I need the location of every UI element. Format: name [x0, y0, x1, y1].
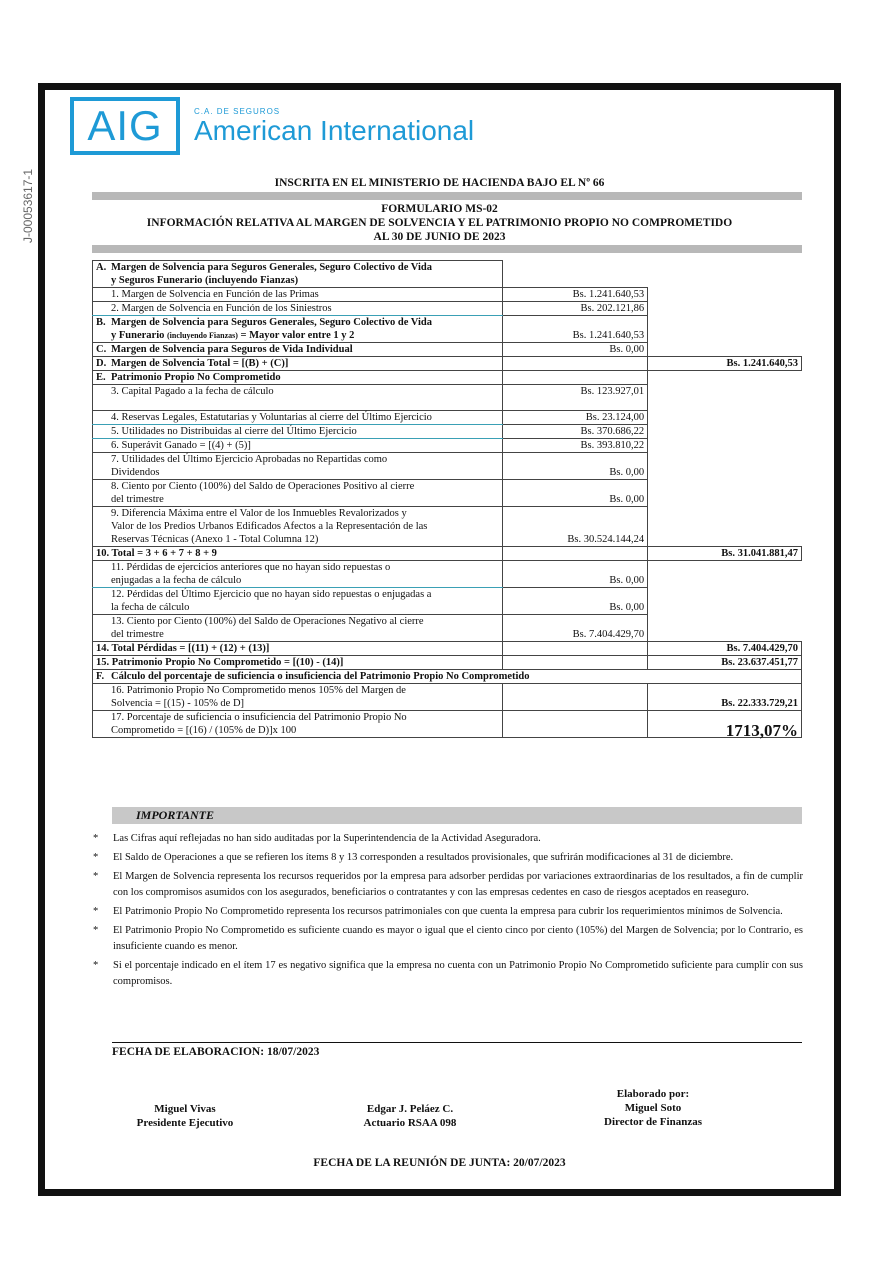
table-row: A. Margen de Solvencia para Seguros Generales, Seguro Colectivo de Vida y Seguros Funerario (incluyendo Fianzas)	[93, 261, 802, 288]
list-item: * El Saldo de Operaciones a que se refieren los ítems 8 y 13 corresponden a resultados provisionales, que sufrirán modificaciones al 31 de diciembre.	[93, 852, 734, 863]
registry-line: INSCRITA EN EL MINISTERIO DE HACIENDA BAJO EL Nº 66	[274, 177, 605, 189]
table-row: 13. Ciento por Ciento (100%) del Saldo de Operaciones Negativo al cierre del trimestre Bs. 7.404.429,70	[93, 615, 802, 642]
table-row: B. Margen de Solvencia para Seguros Generales, Seguro Colectivo de Vida y Funerario (incluyendo Fianzas) = Mayor valor entre 1 y 2 Bs. 1.241.640,53	[93, 316, 802, 343]
table-row: 10. Total = 3 + 6 + 7 + 8 + 9 Bs. 31.041.881,47	[93, 547, 802, 561]
signature-president: Miguel Vivas Presidente Ejecutivo	[136, 1103, 234, 1129]
form-title: INFORMACIÓN RELATIVA AL MARGEN DE SOLVENCIA Y EL PATRIMONIO PROPIO NO COMPROMETIDO	[146, 217, 733, 229]
table-row: 8. Ciento por Ciento (100%) del Saldo de Operaciones Positivo al cierre del trimestre Bs. 0,00	[93, 480, 802, 507]
table-row: F. Cálculo del porcentaje de suficiencia o insuficiencia del Patrimonio Propio No Comprometido	[93, 670, 802, 684]
document-page	[21, 83, 841, 1196]
list-item: * El Margen de Solvencia representa los recursos requeridos por la empresa para adsorber perdidas por variaciones extraordinarias de los resultados, a fin de cumplir con los compromisos asumidos con los asegurados, beneficiarios o contratantes y con las empresas cedentes en caso de riesgos aceptados en reaseguro.	[93, 871, 803, 898]
table-row: 9. Diferencia Máxima entre el Valor de los Inmuebles Revalorizados y Valor de los Predios Urbanos Edificados Afectos a la Representación de las Reservas Técnicas (Anexo 1 - Total Columna 12) Bs. 30.524.144,24	[93, 507, 802, 547]
table-row: 7. Utilidades del Último Ejercicio Aprobadas no Repartidas como Dividendos Bs. 0,00	[93, 453, 802, 480]
table-row: D. Margen de Solvencia Total = [(B) + (C)] Bs. 1.241.640,53	[93, 357, 802, 371]
solvency-table	[92, 260, 802, 738]
table-row: 14. Total Pérdidas = [(11) + (12) + (13)] Bs. 7.404.429,70	[93, 642, 802, 656]
table-row: E. Patrimonio Propio No Comprometido	[93, 371, 802, 385]
logo-company-name: American International	[194, 114, 475, 146]
list-item: * Si el porcentaje indicado en el ítem 17 es negativo significa que la empresa no cuenta con un Patrimonio Propio No Comprometido suficiente para cumplir con sus compromisos.	[93, 960, 803, 987]
table-row: 3. Capital Pagado a la fecha de cálculo Bs. 123.927,01	[93, 385, 802, 411]
elaboration-date: FECHA DE ELABORACION: 18/07/2023	[112, 1042, 802, 1058]
table-row: 17. Porcentaje de suficiencia o insuficiencia del Patrimonio Propio No Comprometido = [(16) / (105% de D)]x 100 1713,07%	[93, 711, 802, 738]
table-row: 6. Superávit Ganado = [(4) + (5)] Bs. 393.810,22	[93, 439, 802, 453]
table-row: 4. Reservas Legales, Estatutarias y Voluntarias al cierre del Último Ejercicio Bs. 23.124,00	[93, 411, 802, 425]
aig-logo-mark: AIG	[70, 97, 180, 155]
signature-actuary: Edgar J. Peláez C. Actuario RSAA 098	[363, 1103, 457, 1129]
meeting-date: FECHA DE LA REUNIÓN DE JUNTA: 20/07/2023	[313, 1157, 566, 1169]
list-item: * El Patrimonio Propio No Comprometido es suficiente cuando es mayor o igual que el ciento cinco por ciento (105%) del Margen de Solvencia; por lo Contrario, es insuficiente cuando es menor.	[93, 925, 803, 952]
important-heading: IMPORTANTE	[112, 807, 802, 824]
list-item: * Las Cifras aquí reflejadas no han sido auditadas por la Superintendencia de la Actividad Aseguradora.	[93, 833, 541, 844]
form-number: FORMULARIO MS-02	[381, 203, 498, 215]
table-row: C. Margen de Solvencia para Seguros de Vida Individual Bs. 0,00	[93, 343, 802, 357]
side-code: J-00053617-1	[21, 168, 35, 244]
table-row: 1. Margen de Solvencia en Función de las Primas Bs. 1.241.640,53	[93, 288, 802, 302]
table-row: 2. Margen de Solvencia en Función de los Siniestros Bs. 202.121,86	[93, 302, 802, 316]
signature-finance: Elaborado por: Miguel Soto Director de Finanzas	[604, 1088, 702, 1128]
table-row: 12. Pérdidas del Último Ejercicio que no hayan sido repuestas o enjugadas a la fecha de cálculo Bs. 0,00	[93, 588, 802, 615]
form-date: AL 30 DE JUNIO DE 2023	[373, 231, 506, 243]
notes-list	[93, 831, 803, 993]
form-header	[45, 202, 834, 244]
table-row: 15. Patrimonio Propio No Comprometido = [(10) - (14)] Bs. 23.637.451,77	[93, 656, 802, 670]
divider-bar	[92, 192, 802, 200]
company-logo	[70, 97, 474, 155]
table-row: 11. Pérdidas de ejercicios anteriores que no hayan sido repuestas o enjugadas a la fecha de cálculo Bs. 0,00	[93, 561, 802, 588]
list-item: * El Patrimonio Propio No Comprometido representa los recursos patrimoniales con que cuenta la empresa para cubrir los requerimientos mínimos de Solvencia.	[93, 906, 783, 917]
sufficiency-percentage: 1713,07%	[648, 711, 802, 738]
logo-subtitle: C.A. DE SEGUROS	[194, 106, 281, 116]
table-row: 5. Utilidades no Distribuidas al cierre del Último Ejercicio Bs. 370.686,22	[93, 425, 802, 439]
table-row: 16. Patrimonio Propio No Comprometido menos 105% del Margen de Solvencia = [(15) - 105% de D] Bs. 22.333.729,21	[93, 684, 802, 711]
divider-bar	[92, 245, 802, 253]
